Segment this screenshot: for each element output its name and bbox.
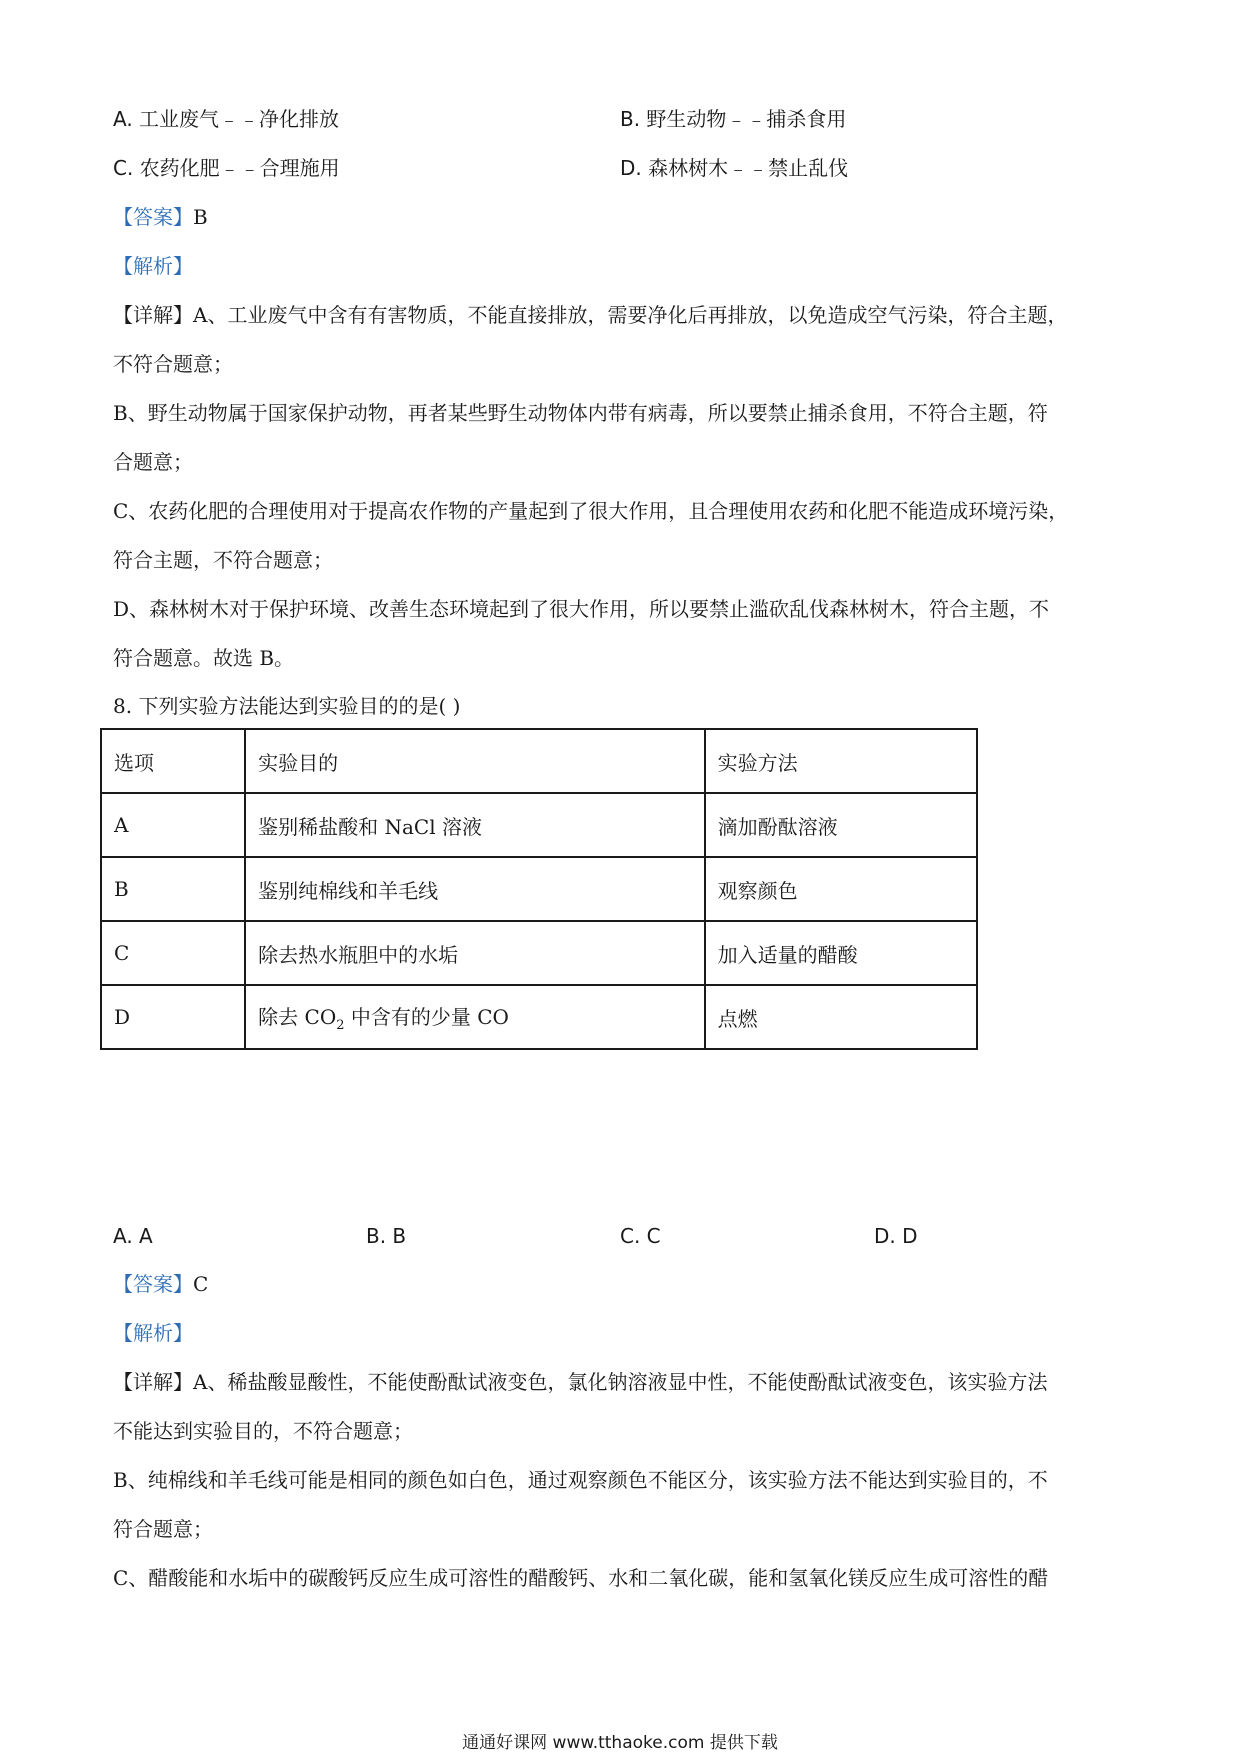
table-cell-method: 观察颜色 xyxy=(705,857,977,921)
detail-tag: 【详解】 xyxy=(113,303,193,327)
q7-detail-line: B、野生动物属于国家保护动物，再者某些野生动物体内带有病毒，所以要禁止捕杀食用，不符合主题，符 xyxy=(113,401,1048,425)
q8-answer xyxy=(113,1270,208,1298)
q7-detail-line: D、森林树木对于保护环境、改善生态环境起到了很大作用，所以要禁止滥砍乱伐森林树木，符合主题，不 xyxy=(113,597,1050,621)
table-row xyxy=(101,793,977,857)
q8-detail-line: 符合题意； xyxy=(113,1517,213,1541)
q7-detail-line: 符合主题，不符合题意； xyxy=(113,548,333,572)
q8-detail-line: B、纯棉线和羊毛线可能是相同的颜色如白色，通过观察颜色不能区分，该实验方法不能达到实验目的，不 xyxy=(113,1468,1048,1492)
detail-text: A、工业废气中含有有害物质，不能直接排放，需要净化后再排放，以免造成空气污染，符合主题， xyxy=(193,303,1068,327)
detail-text: A、稀盐酸显酸性，不能使酚酞试液变色，氯化钠溶液显中性，不能使酚酞试液变色，该实验方法 xyxy=(193,1370,1048,1394)
q7-option-d: D. 森林树木﹣﹣禁止乱伐 xyxy=(620,156,849,180)
purpose-text: 中含有的少量 CO xyxy=(344,1005,509,1029)
q7-detail-line: 合题意； xyxy=(113,450,193,474)
table-cell-purpose: 鉴别稀盐酸和 NaCl 溶液 xyxy=(245,793,705,857)
table-cell-method: 滴加酚酞溶液 xyxy=(705,793,977,857)
table-row xyxy=(101,857,977,921)
q8-detail-line: C、醋酸能和水垢中的碳酸钙反应生成可溶性的醋酸钙、水和二氧化碳，能和氢氧化镁反应生成可溶性的醋 xyxy=(113,1566,1049,1590)
q7-detail-line: 符合题意。故选 B。 xyxy=(113,646,295,670)
q7-option-b: B. 野生动物﹣﹣捕杀食用 xyxy=(620,107,847,131)
table-header-row xyxy=(101,729,977,793)
table-header: 实验目的 xyxy=(245,729,705,793)
answer-tag: 【答案】 xyxy=(113,1272,193,1296)
table-cell-purpose: 鉴别纯棉线和羊毛线 xyxy=(245,857,705,921)
q7-analysis-tag: 【解析】 xyxy=(113,254,193,278)
detail-tag: 【详解】 xyxy=(113,1370,193,1394)
q8-table xyxy=(100,728,978,1050)
answer-value: B xyxy=(193,205,208,229)
q7-answer xyxy=(113,203,208,231)
table-cell-option: D xyxy=(101,985,245,1049)
table-header: 实验方法 xyxy=(705,729,977,793)
table-row xyxy=(101,985,977,1049)
table-cell-purpose xyxy=(245,985,705,1049)
q8-option-a: A. A xyxy=(113,1224,153,1248)
purpose-text: 除去 CO xyxy=(258,1005,337,1029)
q7-option-c: C. 农药化肥﹣﹣合理施用 xyxy=(113,156,340,180)
table-cell-option: B xyxy=(101,857,245,921)
q8-detail-line: 不能达到实验目的，不符合题意； xyxy=(113,1419,413,1443)
table-cell-option: C xyxy=(101,921,245,985)
answer-value: C xyxy=(193,1272,209,1296)
q8-option-d: D. D xyxy=(874,1224,918,1248)
subscript: 2 xyxy=(336,1018,345,1033)
q8-analysis-tag: 【解析】 xyxy=(113,1321,193,1345)
page-footer: 通通好课网 www.tthaoke.com 提供下载 xyxy=(462,1733,778,1753)
table-cell-option: A xyxy=(101,793,245,857)
table-cell-method: 点燃 xyxy=(705,985,977,1049)
table-header: 选项 xyxy=(101,729,245,793)
q8-option-b: B. B xyxy=(366,1224,407,1248)
answer-tag: 【答案】 xyxy=(113,205,193,229)
q8-option-c: C. C xyxy=(620,1224,661,1248)
table-cell-purpose: 除去热水瓶胆中的水垢 xyxy=(245,921,705,985)
q8-detail-line xyxy=(113,1368,1047,1396)
q7-option-a: A. 工业废气﹣﹣净化排放 xyxy=(113,107,340,131)
table-row xyxy=(101,921,977,985)
table-cell-method: 加入适量的醋酸 xyxy=(705,921,977,985)
q7-detail-line xyxy=(113,301,1067,329)
q7-detail-line: C、农药化肥的合理使用对于提高农作物的产量起到了很大作用，且合理使用农药和化肥不能造成环境污染， xyxy=(113,499,1069,523)
q7-detail-line: 不符合题意； xyxy=(113,352,233,376)
q8-stem: 8. 下列实验方法能达到实验目的的是( ) xyxy=(113,694,461,718)
